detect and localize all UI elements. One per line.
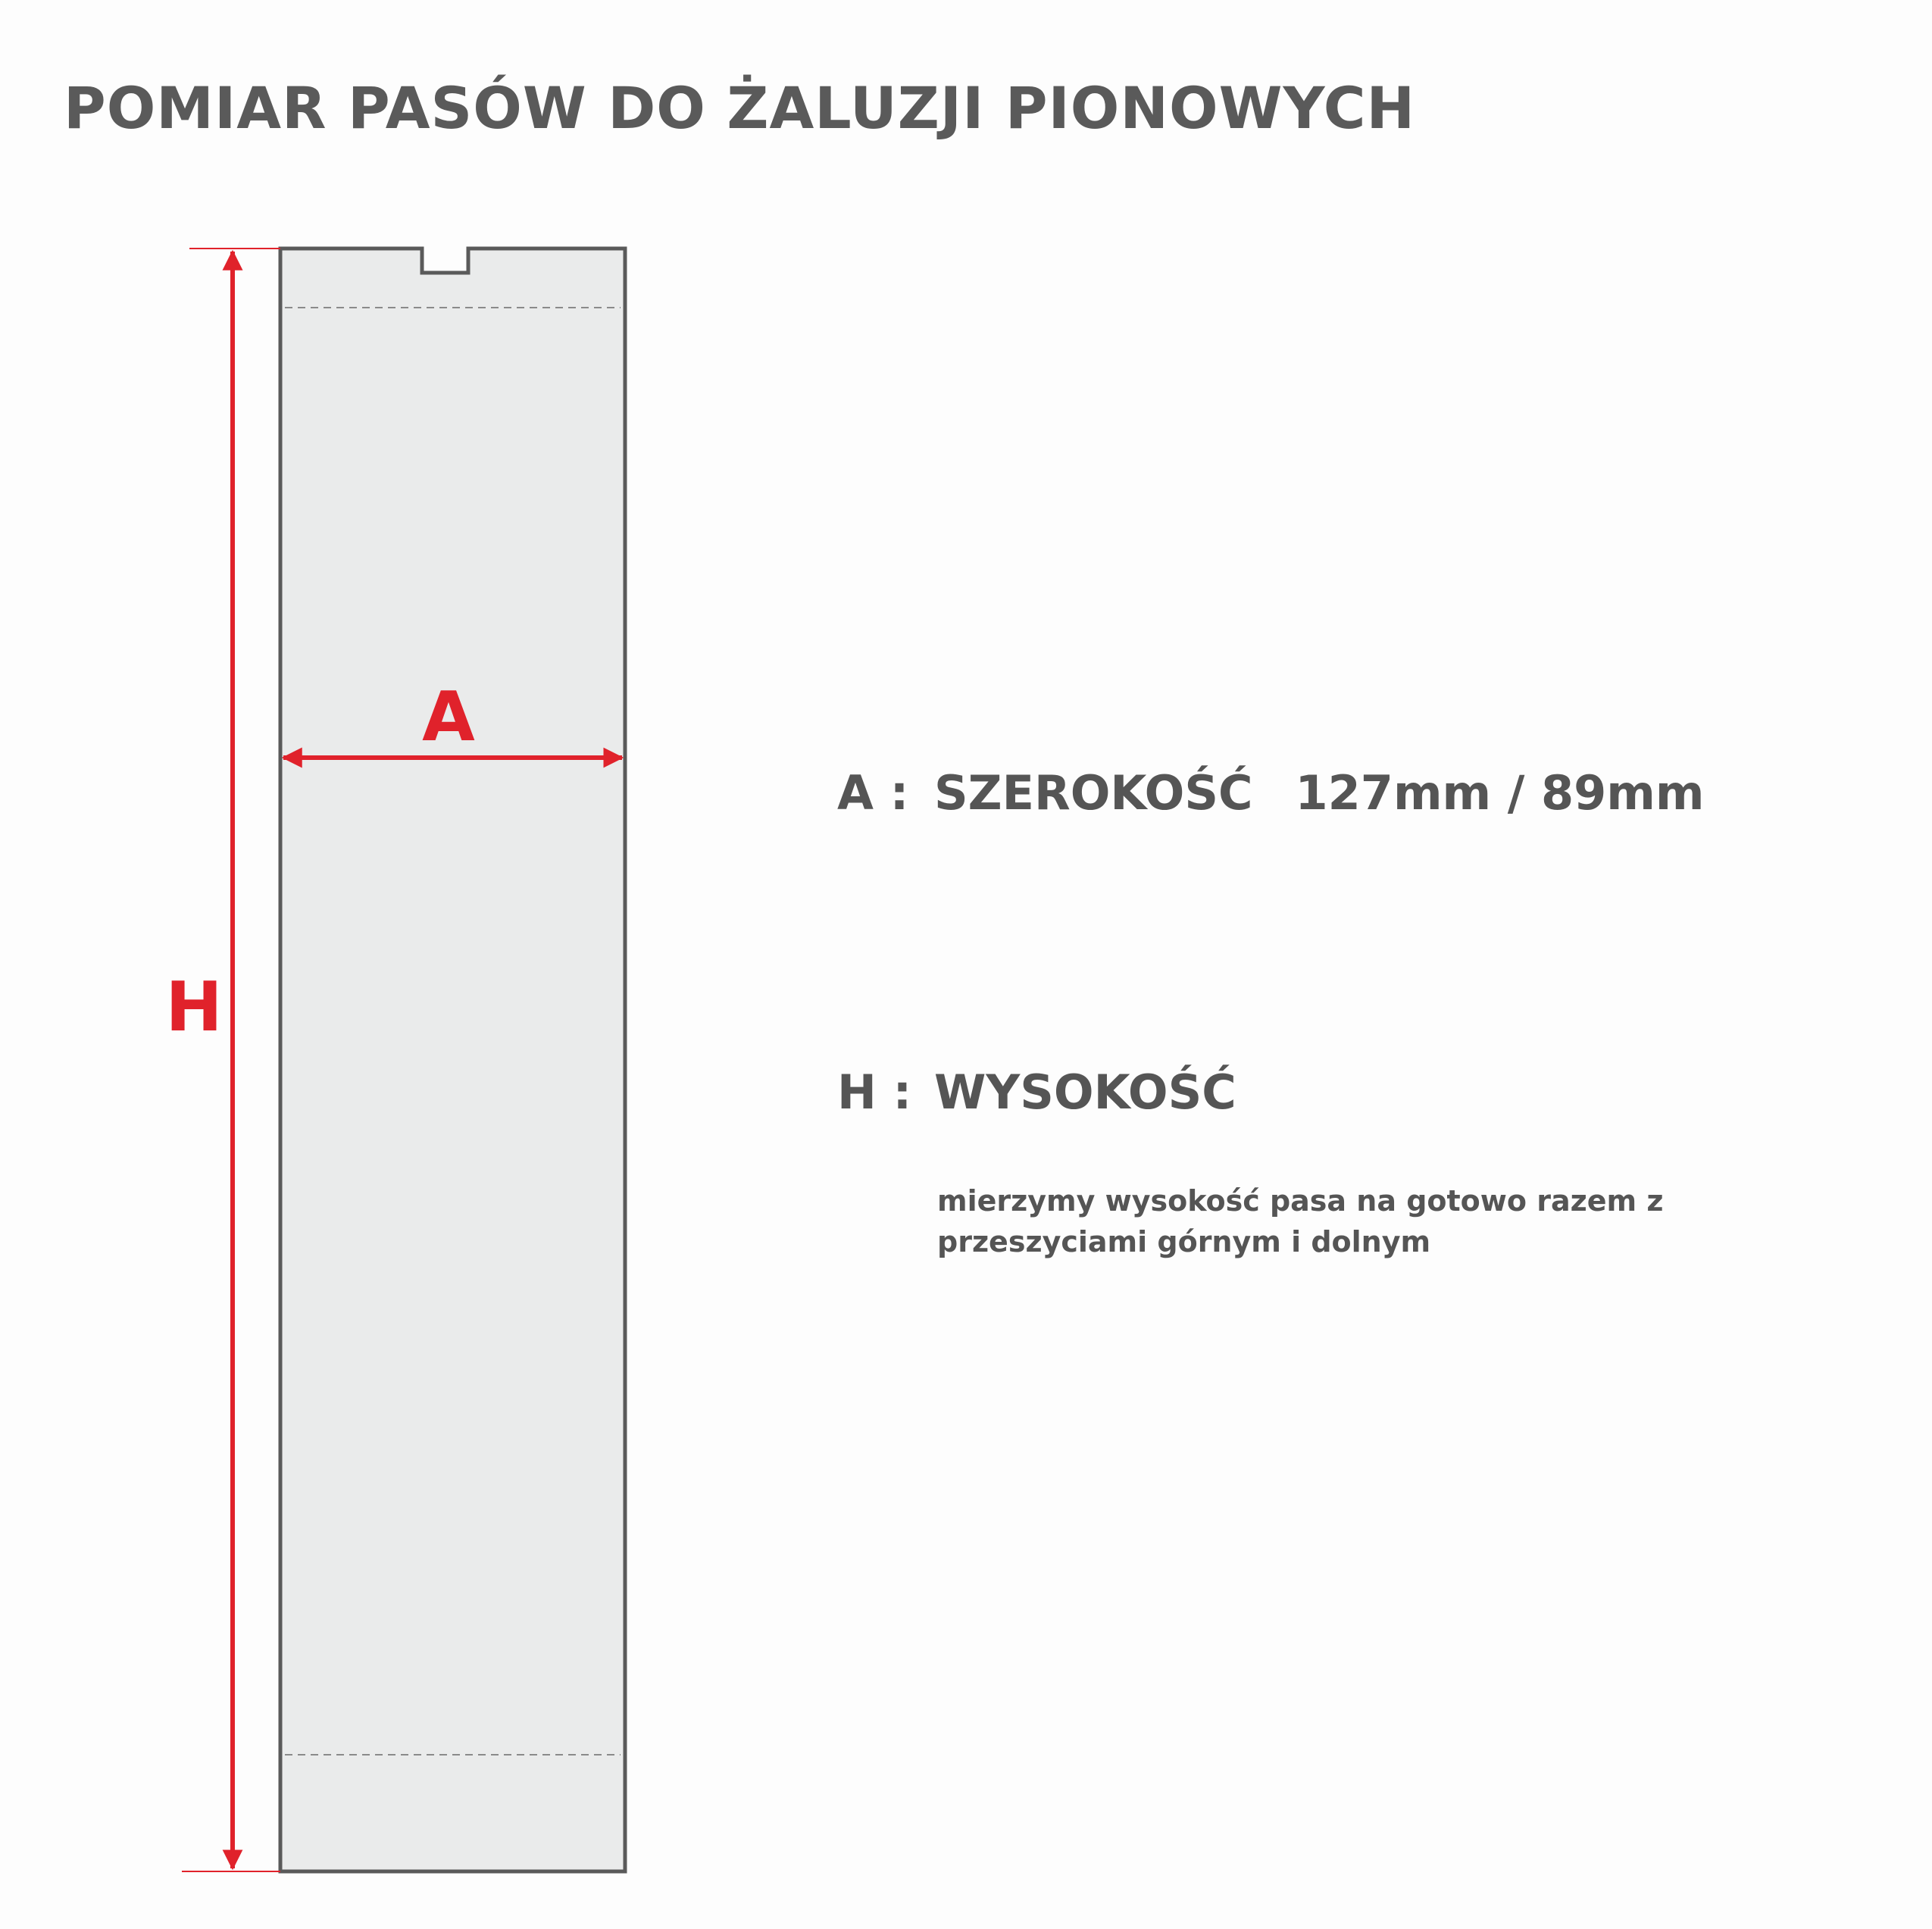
legend-height-key: H : — [837, 1065, 912, 1120]
legend-width-values: 127mm / 89mm — [1295, 765, 1705, 821]
legend-width-row — [837, 765, 1704, 821]
legend-width-name: SZEROKOŚĆ — [934, 765, 1253, 821]
legend-width-key: A : — [837, 765, 909, 821]
louvre-strip-panel — [280, 249, 625, 1871]
page-title: POMIAR PASÓW DO ŻALUZJI PIONOWYCH — [64, 74, 1416, 142]
legend-height-row — [837, 1065, 1236, 1120]
height-dimension-label: H — [165, 968, 223, 1047]
legend-height-note: mierzymy wysokość pasa na gotowo razem z przeszyciami górnym i dolnym — [937, 1184, 1664, 1258]
width-dimension-label: A — [422, 677, 475, 757]
legend-height-name: WYSOKOŚĆ — [934, 1065, 1236, 1120]
